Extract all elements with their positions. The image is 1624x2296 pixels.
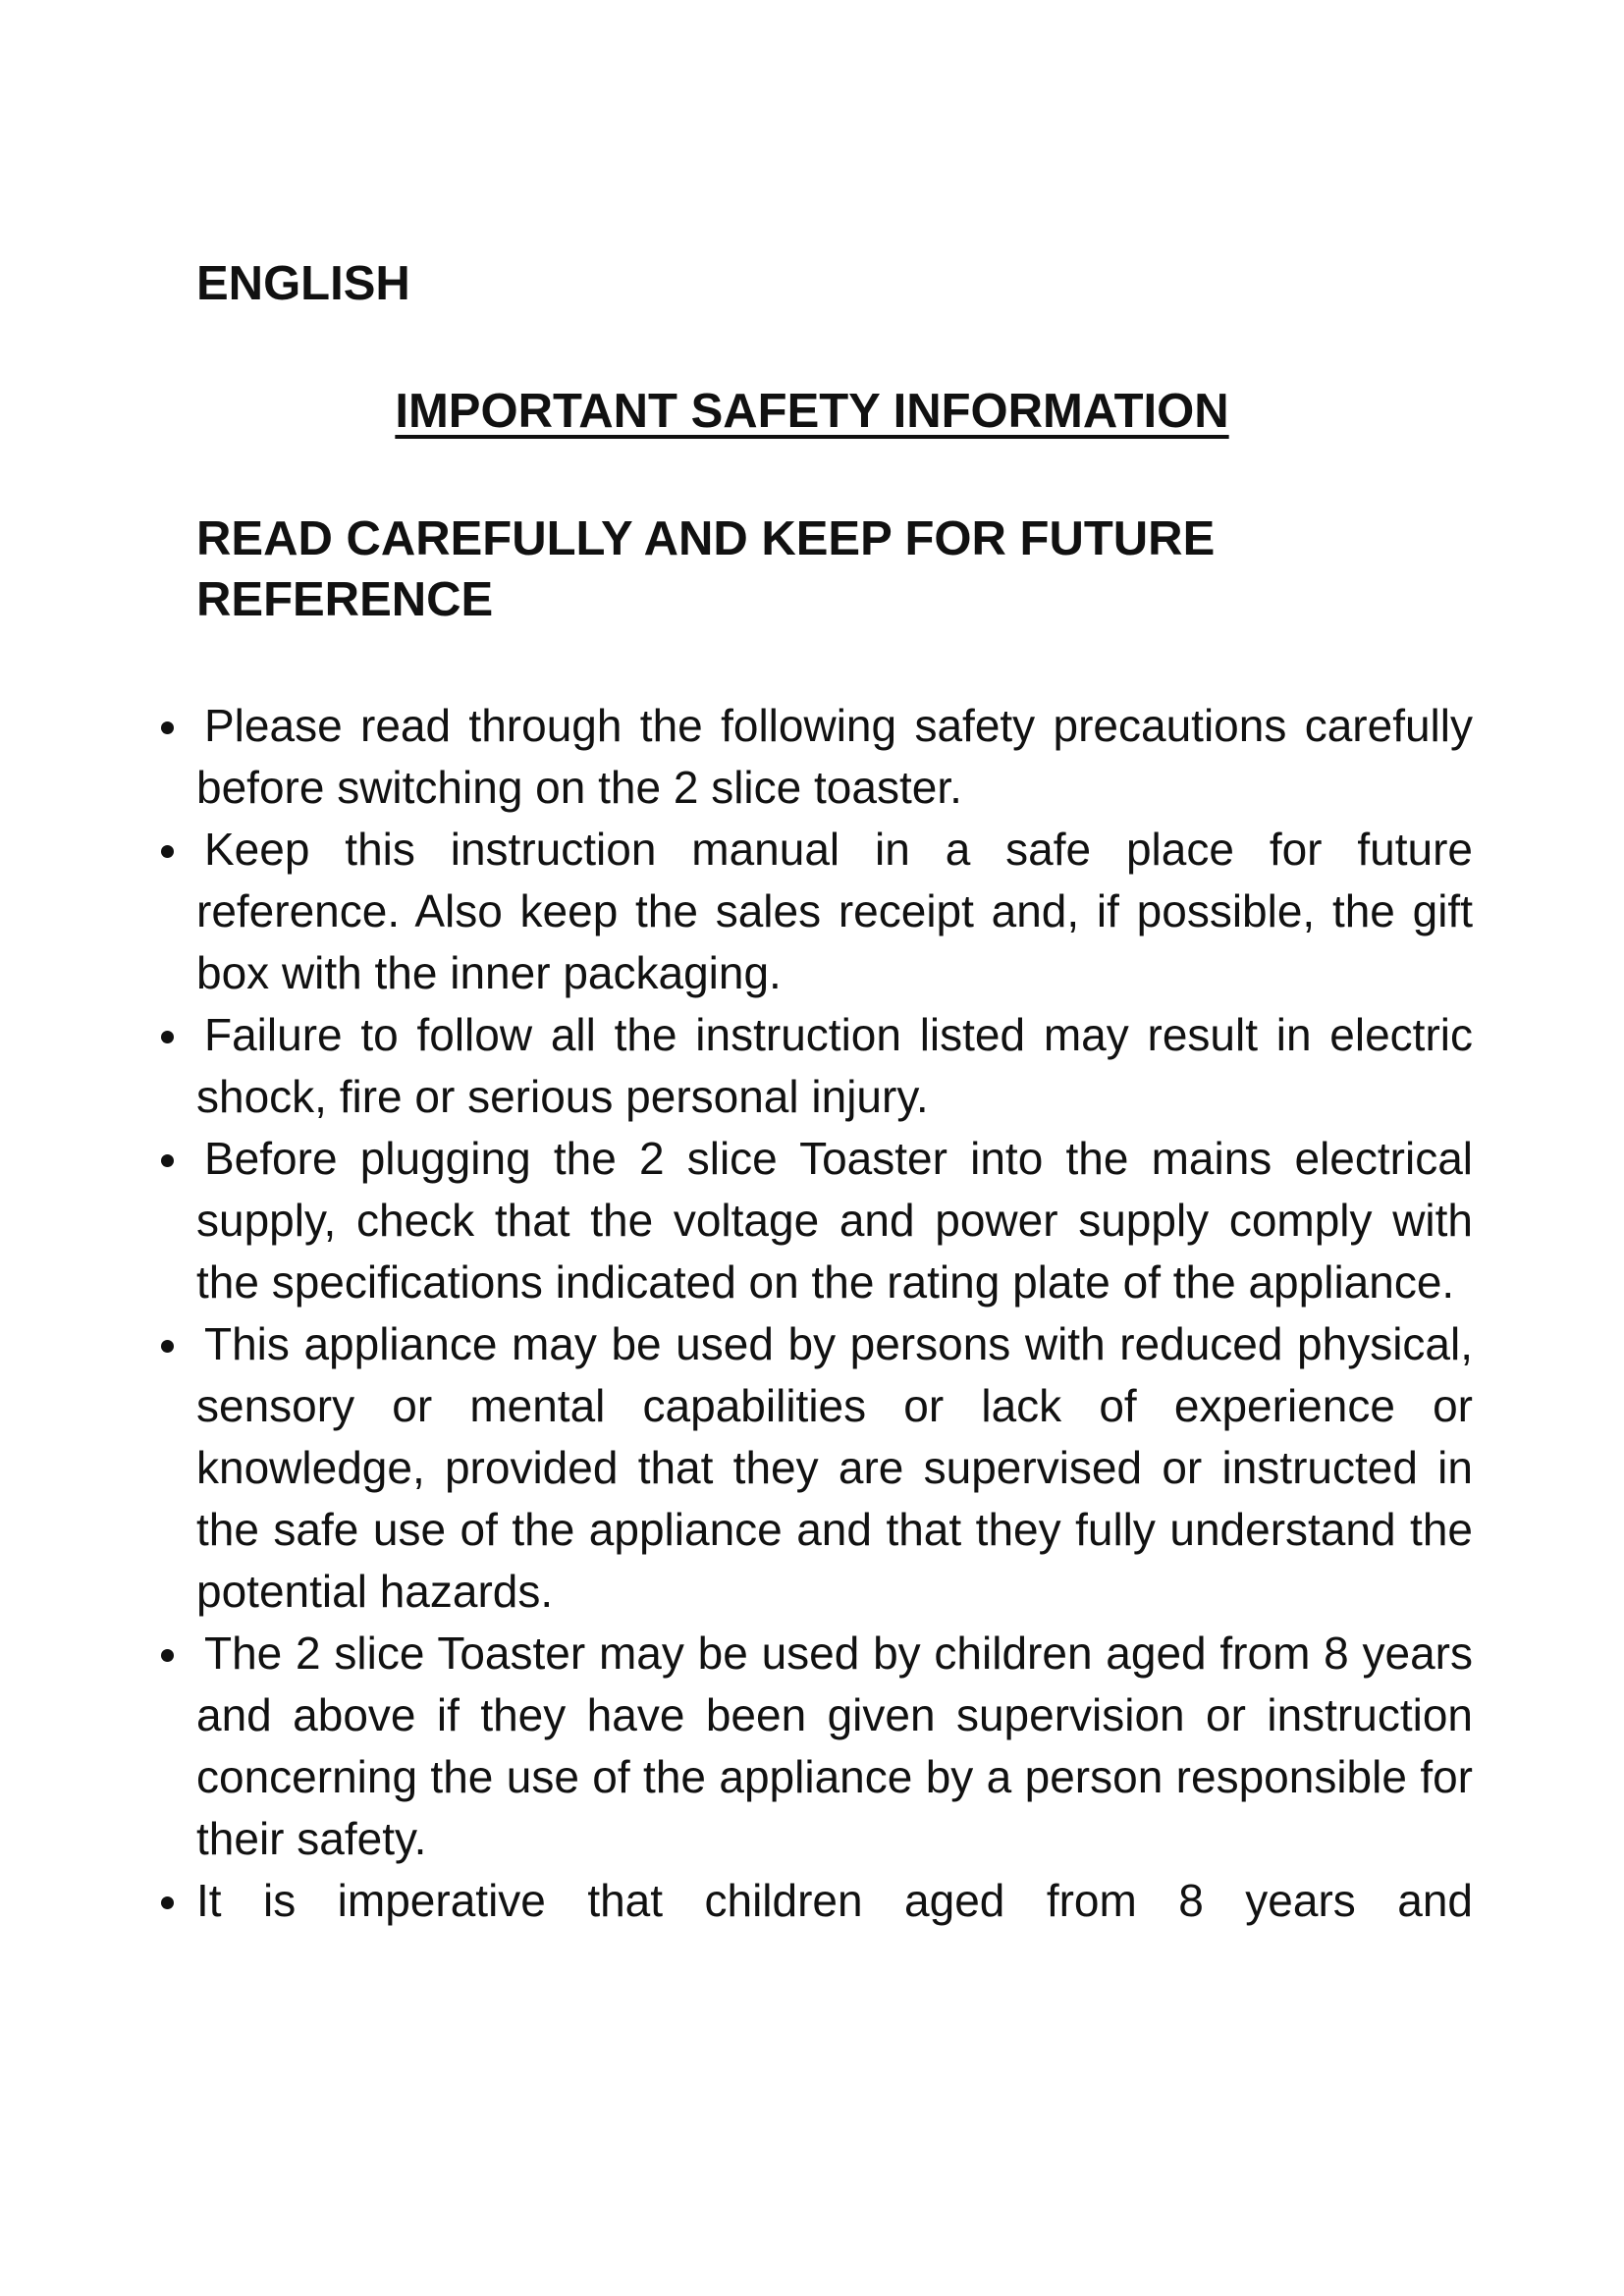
list-item-text: Before plugging the 2 slice Toaster into the mains electrical supply, check that the voltage and power supply comply with the specifications indicated on the rating plate of the appliance. bbox=[196, 1133, 1473, 1308]
list-item-text: Please read through the following safety precautions carefully before switching on the 2 slice toaster. bbox=[196, 700, 1473, 813]
list-item bbox=[196, 1623, 1473, 1870]
language-heading: ENGLISH bbox=[196, 257, 410, 310]
list-item bbox=[196, 1313, 1473, 1623]
list-item bbox=[196, 1128, 1473, 1313]
list-item bbox=[196, 1004, 1473, 1128]
list-item-text: Keep this instruction manual in a safe place for future reference. Also keep the sales receipt and, if possible, the gift box with the inner packaging. bbox=[196, 824, 1473, 998]
list-item-text: The 2 slice Toaster may be used by children aged from 8 years and above if they have been given supervision or instruction concerning the use of the appliance by a person responsible for their safety. bbox=[196, 1628, 1473, 1864]
safety-list bbox=[196, 695, 1473, 1932]
bullet-icon bbox=[161, 1031, 174, 1043]
bullet-icon bbox=[161, 845, 174, 858]
subtitle-heading: READ CAREFULLY AND KEEP FOR FUTURE REFERENCE bbox=[196, 512, 1216, 626]
list-item-text: Failure to follow all the instruction listed may result in electric shock, fire or serious personal injury. bbox=[196, 1009, 1473, 1122]
list-item bbox=[196, 819, 1473, 1004]
bullet-icon bbox=[161, 1896, 174, 1909]
bullet-icon bbox=[161, 1649, 174, 1662]
bullet-icon bbox=[161, 721, 174, 734]
bullet-icon bbox=[161, 1340, 174, 1353]
list-item-text: This appliance may be used by persons with reduced physical, sensory or mental capabilities or lack of experience or knowledge, provided that they are supervised or instructed in the safe use of the appliance and that they fully understand the potential hazards. bbox=[196, 1318, 1473, 1617]
list-item-text: It is imperative that children aged from 8 years and bbox=[196, 1875, 1473, 1926]
list-item bbox=[196, 695, 1473, 819]
bullet-icon bbox=[161, 1154, 174, 1167]
page-title: IMPORTANT SAFETY INFORMATION bbox=[395, 385, 1229, 438]
list-item bbox=[196, 1870, 1473, 1932]
